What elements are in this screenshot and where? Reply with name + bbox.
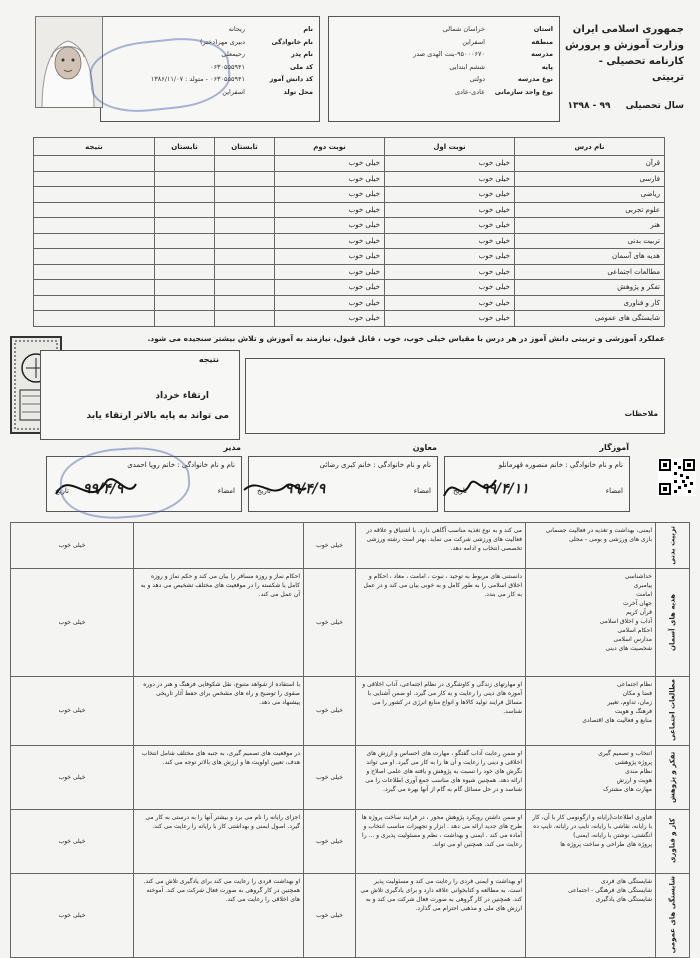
- grade-result: [34, 156, 155, 172]
- deputy-sign-label: امضاء: [413, 487, 431, 495]
- description-topics: [526, 676, 656, 745]
- deputy-signature-scribble: [240, 470, 310, 506]
- grade-second-term: خیلی خوب: [275, 233, 385, 249]
- grade-first-term: خیلی خوب: [385, 280, 515, 296]
- deputy-title: معاون: [412, 443, 437, 452]
- grade-subject: تفکر و پژوهش: [515, 280, 665, 296]
- header-line-1: جمهوری اسلامی ایران: [572, 24, 684, 35]
- description-objective: دانستنی های مربوط به توحید ، نبوت ، امامت ، معاد ، احکام و اخلاق اسلامی را به طور کامل و به خوبی بیان می کند و در عمل به کار می بندد.: [356, 568, 526, 676]
- description-grade: خیلی خوب: [304, 568, 356, 676]
- academic-year-label: سال تحصیلی: [625, 101, 684, 111]
- grade-first-term: خیلی خوب: [385, 202, 515, 218]
- description-subject: هدیه های آسمان: [656, 568, 690, 676]
- description-advice: در موقعیت های تصمیم گیری، به جنبه های مختلف شامل انتخاب هدف، تعیین اولویت ها و ارزش های بالاتر توجه می کند.: [134, 745, 304, 809]
- col-summer-2: تابستان: [155, 138, 215, 156]
- grade-summer-2: [155, 311, 215, 327]
- info-key: محل تولد: [283, 87, 313, 96]
- grade-summer-1: [215, 202, 275, 218]
- descriptive-evaluation-table: [10, 522, 690, 958]
- qr-code-icon: [658, 458, 696, 496]
- topic-line: بازی های ورزشی و بومی - محلی: [568, 536, 652, 543]
- grade-first-term: خیلی خوب: [385, 311, 515, 327]
- col-result: نتیجه: [34, 138, 155, 156]
- info-value: ۹۵۰۰۰۶۷۰-بنت الهدی صدر: [413, 50, 485, 58]
- grade-row: [34, 171, 665, 187]
- grade-summer-1: [215, 280, 275, 296]
- grade-result: [34, 218, 155, 234]
- topic-line: خداشناسی: [624, 572, 652, 580]
- description-subject: کار و فناوری: [656, 809, 690, 873]
- topic-line: زمان، تداوم، تغییر: [607, 698, 652, 706]
- grade-first-term: خیلی خوب: [385, 156, 515, 172]
- description-objective: او بهداشت و ایمنی فردی را رعایت می کند و مسئولیت پذیر است. به مطالعه و کتابخوانی علاقه دارد و برای یادگیری تلاش می کند. همچنین در کار گروهی به صورت فعال شرکت می کند و به ارزش های ملی و مذهبی احترام می گذارد.: [356, 873, 526, 957]
- grade-row: [34, 202, 665, 218]
- school-info-list: [413, 23, 553, 98]
- grade-summer-2: [155, 171, 215, 187]
- grade-summer-2: [155, 218, 215, 234]
- topic-line: قرآن کریم: [626, 608, 652, 616]
- col-subject: نام درس: [515, 138, 665, 156]
- grade-second-term: خیلی خوب: [275, 156, 385, 172]
- grade-first-term: خیلی خوب: [385, 171, 515, 187]
- description-final: خیلی خوب: [11, 523, 134, 569]
- grade-row: [34, 249, 665, 265]
- grade-row: [34, 280, 665, 296]
- grade-result: [34, 280, 155, 296]
- descriptive-evaluation-body: [11, 523, 690, 958]
- grade-summer-2: [155, 249, 215, 265]
- grade-subject: کار و فناوری: [515, 295, 665, 311]
- academic-year: [564, 98, 684, 114]
- info-value: خراسان شمالی: [442, 25, 485, 33]
- info-key: نوع واحد سازمانی: [494, 87, 553, 96]
- teacher-title: آموزگار: [599, 443, 629, 452]
- deputy-date: ۹۹/۴/۹: [285, 481, 326, 497]
- description-row: [11, 568, 690, 676]
- teacher-date: ۹۹/۴/۱۱: [481, 481, 529, 497]
- grade-result: [34, 311, 155, 327]
- grade-summer-1: [215, 156, 275, 172]
- topic-line: مهارت های مشترک: [603, 785, 652, 793]
- info-value: اسفراین: [462, 37, 485, 46]
- deputy-name: نام و نام خانوادگی : خانم کبری رضائی: [319, 461, 431, 469]
- deputy-date-label: تاریخ: [257, 487, 271, 495]
- description-final: خیلی خوب: [11, 676, 134, 745]
- description-final: خیلی خوب: [11, 809, 134, 873]
- info-row: [413, 36, 553, 49]
- topic-line: انتخاب و تصمیم گیری: [598, 749, 652, 757]
- grade-summer-1: [215, 233, 275, 249]
- info-row: [413, 23, 553, 36]
- result-line-2: می تواند به پایه بالاتر ارتقاء یابد: [86, 411, 229, 421]
- info-value: ۰۶۳۰۵۵۵۹۴۱: [210, 62, 245, 71]
- grade-summer-1: [215, 187, 275, 203]
- grade-result: [34, 295, 155, 311]
- grading-scale-note: عملکرد آموزشی و تربیتی دانش آموز در هر درس با مقیاس خیلی خوب، خوب ، قابل قبول، نیازمند به آموزش و تلاش بیشتر سنجیده می شود.: [147, 334, 665, 343]
- grade-result: [34, 264, 155, 280]
- topic-line: شایستگی های فردی: [600, 877, 652, 885]
- topic-line: فرهنگ و هویت: [614, 707, 652, 715]
- header-title-block: [564, 22, 684, 114]
- description-advice: با استفاده از شواهد متنوع، نقل شکوفایی فرهنگ و هنر در دوره صفوی را توضیح و راه های مشخص برای حفظ آثار تاریخی پیشنهاد می دهد.: [134, 676, 304, 745]
- info-row: [413, 61, 553, 74]
- topic-line: پروژه پژوهشی: [614, 758, 652, 766]
- result-line-1: ارتقاء خرداد: [155, 391, 209, 401]
- grades-table: [33, 137, 665, 327]
- topic-line: جهان آخرت: [623, 599, 652, 607]
- header-line-2: وزارت آموزش و پرورش: [564, 40, 684, 51]
- info-key: کد ملی: [289, 62, 313, 71]
- topic-line: پروژه های طراحی و ساخت پروژه ها: [560, 840, 652, 848]
- grade-summer-1: [215, 311, 275, 327]
- principal-name: نام و نام خانوادگی : خانم رویا احمدی: [127, 461, 235, 469]
- grade-summer-1: [215, 218, 275, 234]
- col-first-term: نوبت اول: [385, 138, 515, 156]
- principal-date: ۹۹/۴/۹: [83, 481, 124, 497]
- grade-result: [34, 233, 155, 249]
- grade-first-term: خیلی خوب: [385, 264, 515, 280]
- grade-summer-1: [215, 295, 275, 311]
- description-row: [11, 676, 690, 745]
- teacher-signature-scribble: [440, 470, 500, 506]
- topic-line: ایمنی، بهداشت و تغذیه در فعالیت جسمانی: [545, 527, 652, 534]
- grade-first-term: خیلی خوب: [385, 295, 515, 311]
- grade-subject: تربیت بدنی: [515, 233, 665, 249]
- description-grade: خیلی خوب: [304, 676, 356, 745]
- remarks-label: ملاحظات: [624, 409, 658, 418]
- description-objective: می کند و به نوع تغذیه مناسب آگاهی دارد. با اشتیاق و علاقه در فعالیت های ورزشی شرکت می نماید. بهتر است رشته ورزشی تخصصی انتخاب و ادامه دهد.: [356, 523, 526, 569]
- description-grade: خیلی خوب: [304, 873, 356, 957]
- topic-line: امامت: [636, 590, 652, 598]
- topic-line: فضا و مکان: [622, 689, 652, 697]
- grade-summer-2: [155, 187, 215, 203]
- info-key: نوع مدرسه: [517, 75, 553, 83]
- description-objective: او ضمن رعایت آداب گفتگو ، مهارت های احساس و ارزش های اخلاقی و دینی را رعایت و آن ها را به کار می گیرد. او می تواند نگرش های خود را نسبت به پژوهش و یافته های علمی اصلاح و ارائه دهد. همچنین شیوه های مناسب جمع آوری اطلاعات را می شناسد و در حل مسائل گام به گام از آنها بهره می گیرد.: [356, 745, 526, 809]
- grade-summer-2: [155, 280, 215, 296]
- grades-body: [34, 156, 665, 327]
- description-subject: مطالعات اجتماعی: [656, 676, 690, 745]
- header-line-3: کارنامه تحصیلی - تربیتی: [598, 56, 684, 83]
- topic-line: نظام مندی: [625, 767, 652, 775]
- grade-row: [34, 218, 665, 234]
- grade-result: [34, 249, 155, 265]
- topic-line: نظام اجتماعی: [616, 680, 652, 688]
- description-subject: شایستگی های عمومی: [656, 873, 690, 957]
- grade-result: [34, 187, 155, 203]
- grade-summer-2: [155, 202, 215, 218]
- teacher-date-label: تاریخ: [453, 487, 467, 495]
- grade-subject: هنر: [515, 218, 665, 234]
- grade-row: [34, 233, 665, 249]
- grade-row: [34, 187, 665, 203]
- grade-row: [34, 156, 665, 172]
- description-topics: [526, 523, 656, 569]
- grade-second-term: خیلی خوب: [275, 311, 385, 327]
- info-key: پایه: [541, 62, 553, 71]
- col-second-term: نوبت دوم: [275, 138, 385, 156]
- grade-first-term: خیلی خوب: [385, 187, 515, 203]
- description-objective: او ضمن داشتن رویکرد پژوهش محور ، در فرایند ساخت پروژه ها طرح های جدید ارائه می دهد . ابزار و تجهیزات مناسب انتخاب و آماده می کند . ایمنی و بهداشت ، نظم و مسئولیت پذیری و ... را رعایت می کند. همچنین او می تواند.: [356, 809, 526, 873]
- grade-summer-2: [155, 233, 215, 249]
- info-key: نام خانوادگی: [271, 37, 313, 46]
- description-row: [11, 809, 690, 873]
- topic-line: آداب و اخلاق اسلامی: [599, 617, 652, 625]
- topic-line: پیامبری: [633, 581, 652, 589]
- description-objective: او مهارتهای زندگی و کاوشگری در نظام اجتماعی، آداب اخلاقی و آموزه های دینی را رعایت و به کار می گیرد. او ضمن آشنایی با مسائل فرایند تولید کالاها و انواع منابع انرژی در کشور را می شناسد.: [356, 676, 526, 745]
- teacher-sign-label: امضاء: [605, 487, 623, 495]
- description-advice: او بهداشت فردی را رعایت می کند برای یادگیری تلاش می کند. همچنین در کار گروهی به صورت فعال شرکت می کند. آموخته های اخلاقی را رعایت می کند.: [134, 873, 304, 957]
- info-row: [413, 86, 553, 99]
- description-row: [11, 745, 690, 809]
- info-value: عادی-عادی: [454, 87, 485, 96]
- topic-line: هویت و ارزش: [616, 776, 652, 784]
- description-final: خیلی خوب: [11, 745, 134, 809]
- info-row: [151, 23, 313, 36]
- grade-first-term: خیلی خوب: [385, 218, 515, 234]
- remarks-box: [245, 358, 665, 434]
- school-info-box: [328, 16, 560, 122]
- grade-summer-2: [155, 295, 215, 311]
- description-row: [11, 523, 690, 569]
- grade-subject: قرآن: [515, 156, 665, 172]
- topic-line: منابع و فعالیت های اقتصادی: [582, 716, 652, 724]
- grade-second-term: خیلی خوب: [275, 280, 385, 296]
- grade-second-term: خیلی خوب: [275, 171, 385, 187]
- grades-header-row: [34, 138, 665, 156]
- grade-row: [34, 264, 665, 280]
- info-value: اسفراین: [222, 87, 245, 96]
- grade-result: [34, 202, 155, 218]
- grade-summer-2: [155, 156, 215, 172]
- topic-line: فناوری اطلاعات(رایانه و ارگونومی کار با آن، کار با رایانه، نقاشی با رایانه، تایپ در رایانه، تایپ ده انگشتی، نوشتن با رایانه، ایمنی): [532, 813, 652, 839]
- grade-second-term: خیلی خوب: [275, 249, 385, 265]
- description-advice: اجزای رایانه را نام می برد و بیشتر آنها را به درستی به کار می گیرد. اصول ایمنی و بهداشتی کار با رایانه را رعایت می کند.: [134, 809, 304, 873]
- info-key: استان: [533, 25, 553, 33]
- grade-second-term: خیلی خوب: [275, 202, 385, 218]
- teacher-name: نام و نام خانوادگی : خانم منصوره قهرمانلو: [498, 461, 623, 469]
- principal-title: مدیر: [223, 443, 241, 452]
- info-value: ریحانه: [228, 25, 245, 33]
- result-box: [40, 350, 240, 440]
- grade-first-term: خیلی خوب: [385, 249, 515, 265]
- description-topics: [526, 745, 656, 809]
- info-key: کد دانش آموز: [269, 75, 313, 83]
- grade-result: [34, 171, 155, 187]
- description-grade: خیلی خوب: [304, 809, 356, 873]
- description-topics: [526, 568, 656, 676]
- result-label: نتیجه: [198, 355, 219, 364]
- info-key: منطقه: [531, 37, 553, 46]
- description-subject: تفکر و پژوهش: [656, 745, 690, 809]
- principal-date-label: تاریخ: [55, 487, 69, 495]
- description-grade: خیلی خوب: [304, 523, 356, 569]
- info-value: ۰۶۳۰۵۵۵۹۴۱ - متولد : ۱۳۸۶/۱۱/۰۷: [150, 75, 245, 83]
- grade-first-term: خیلی خوب: [385, 233, 515, 249]
- info-value: دبیری مهر(دختر): [199, 37, 245, 46]
- info-key: مدرسه: [531, 50, 553, 58]
- description-advice: احکام نماز و روزه مسافر را بیان می کند و حکم نماز و روزه کامل یا شکسته را در موقعیت های مختلف تشخیص می دهد و به آن عمل می کند.: [134, 568, 304, 676]
- topic-line: مدارس اسلامی: [613, 635, 652, 643]
- topic-line: احکام اسلامی: [617, 626, 652, 634]
- description-final: خیلی خوب: [11, 873, 134, 957]
- topic-line: شخصیت های دینی: [605, 644, 652, 652]
- description-subject: تربیت بدنی: [656, 523, 690, 569]
- grade-row: [34, 311, 665, 327]
- grade-subject: علوم تجربی: [515, 202, 665, 218]
- info-key: نام: [303, 25, 313, 33]
- description-final: خیلی خوب: [11, 568, 134, 676]
- academic-year-value: ۹۹ - ۱۳۹۸: [567, 101, 611, 111]
- grade-subject: فارسی: [515, 171, 665, 187]
- grade-subject: هدیه های آسمان: [515, 249, 665, 265]
- grade-summer-2: [155, 264, 215, 280]
- info-row: [413, 48, 553, 61]
- grade-summer-1: [215, 171, 275, 187]
- topic-line: شایستگی های یادگیری: [595, 895, 652, 903]
- description-advice: [134, 523, 304, 569]
- info-value: دولتی: [469, 75, 485, 83]
- col-summer-1: تابستان: [215, 138, 275, 156]
- description-topics: [526, 809, 656, 873]
- grade-second-term: خیلی خوب: [275, 187, 385, 203]
- description-row: [11, 873, 690, 957]
- grade-subject: ریاضی: [515, 187, 665, 203]
- info-key: نام پدر: [291, 50, 313, 58]
- grade-summer-1: [215, 264, 275, 280]
- info-row: [413, 73, 553, 86]
- grade-subject: شایستگی های عمومی: [515, 311, 665, 327]
- topic-line: شایستگی های فرهنگی - اجتماعی: [567, 886, 652, 894]
- grade-summer-1: [215, 249, 275, 265]
- principal-sign-label: امضاء: [217, 487, 235, 495]
- grade-second-term: خیلی خوب: [275, 295, 385, 311]
- grade-row: [34, 295, 665, 311]
- description-topics: [526, 873, 656, 957]
- grade-subject: مطالعات اجتماعی: [515, 264, 665, 280]
- info-value: رحیمعلی: [221, 50, 245, 58]
- grade-second-term: خیلی خوب: [275, 264, 385, 280]
- grade-second-term: خیلی خوب: [275, 218, 385, 234]
- description-grade: خیلی خوب: [304, 745, 356, 809]
- info-value: ششم ابتدایی: [449, 62, 485, 71]
